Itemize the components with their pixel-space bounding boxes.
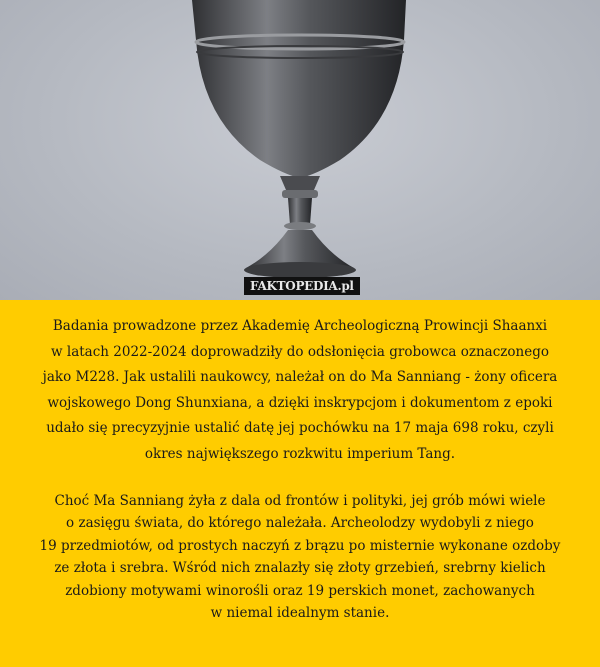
text-line: okres największego rozkwitu imperium Tang. xyxy=(144,445,456,462)
text-line: Choć Ma Sanniang żyła z dala od frontów i polityki, jej grób mówi wiele xyxy=(54,493,546,509)
paragraph-1 xyxy=(0,314,600,468)
text-line: udało się precyzyjnie ustalić datę jej pochówku na 17 maja 698 roku, czyli xyxy=(46,420,554,437)
watermark-logo: FAKTOPEDIA.pl xyxy=(244,277,360,295)
text-line: Badania prowadzone przez Akademię Archeologiczną Prowincji Shaanxi xyxy=(52,318,548,334)
text-line: o zasięgu świata, do którego należała. Archeolodzy wydobyli z niego xyxy=(66,515,534,532)
article-text xyxy=(0,300,600,667)
text-line: zdobiony motywami winorośli oraz 19 perskich monet, zachowanych xyxy=(65,582,535,599)
goblet-photo xyxy=(0,0,600,300)
text-line: jako M228. Jak ustalili naukowcy, należał on do Ma Sanniang - żony oficera xyxy=(42,369,558,386)
text-line: 19 przedmiotów, od prostych naczyń z brązu po misternie wykonane ozdoby xyxy=(39,537,561,554)
paragraph-2 xyxy=(0,490,600,624)
goblet-image xyxy=(0,0,600,300)
text-line: wojskowego Dong Shunxiana, a dzięki inskrypcjom i dokumentom z epoki xyxy=(47,394,553,411)
text-line: w niemal idealnym stanie. xyxy=(210,605,390,622)
text-line: ze złota i srebra. Wśród nich znalazły się złoty grzebień, srebrny kielich xyxy=(54,560,546,577)
text-line: w latach 2022-2024 doprowadziły do odsłonięcia grobowca oznaczonego xyxy=(51,343,549,360)
